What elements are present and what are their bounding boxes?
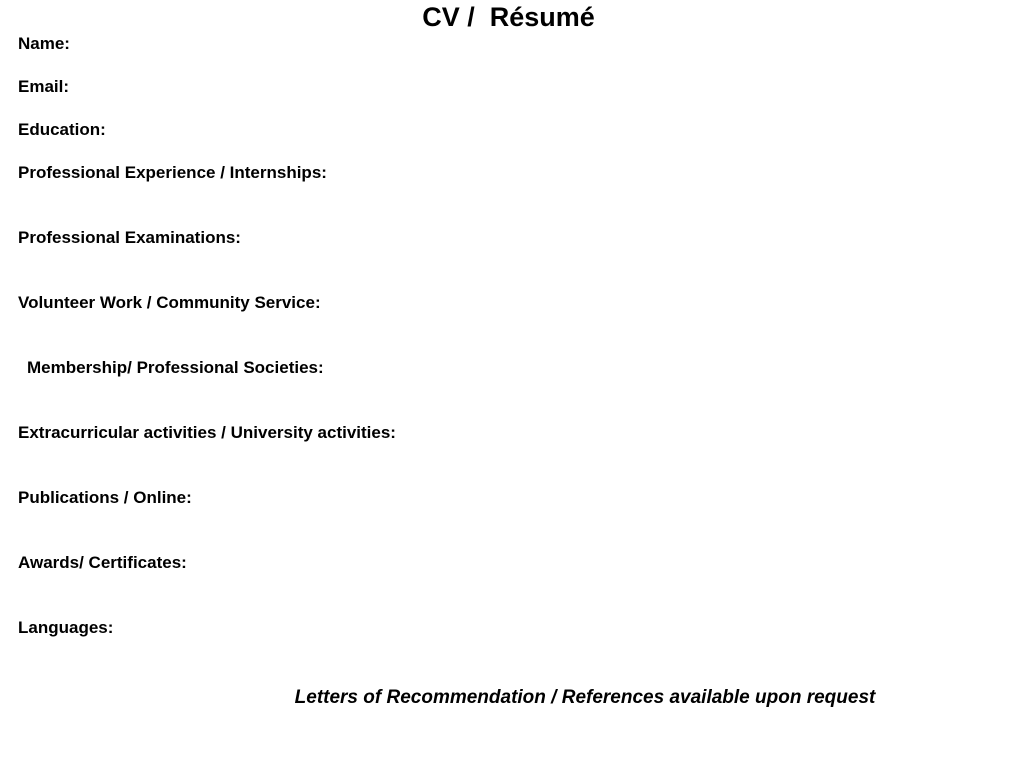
field-label-examinations: Professional Examinations: <box>18 228 241 247</box>
field-label-volunteer: Volunteer Work / Community Service: <box>18 293 321 312</box>
field-label-name: Name: <box>18 34 70 53</box>
field-label-membership: Membership/ Professional Societies: <box>27 358 324 377</box>
field-label-awards: Awards/ Certificates: <box>18 553 187 572</box>
field-label-experience: Professional Experience / Internships: <box>18 163 327 182</box>
field-label-education: Education: <box>18 120 106 139</box>
field-label-extracurricular: Extracurricular activities / University activities: <box>18 423 396 442</box>
page-title: CV / Résumé <box>422 2 595 32</box>
field-label-languages: Languages: <box>18 618 114 637</box>
references-note: Letters of Recommendation / References available upon request <box>294 687 876 708</box>
field-label-email: Email: <box>18 77 70 96</box>
field-label-publications: Publications / Online: <box>18 488 192 507</box>
